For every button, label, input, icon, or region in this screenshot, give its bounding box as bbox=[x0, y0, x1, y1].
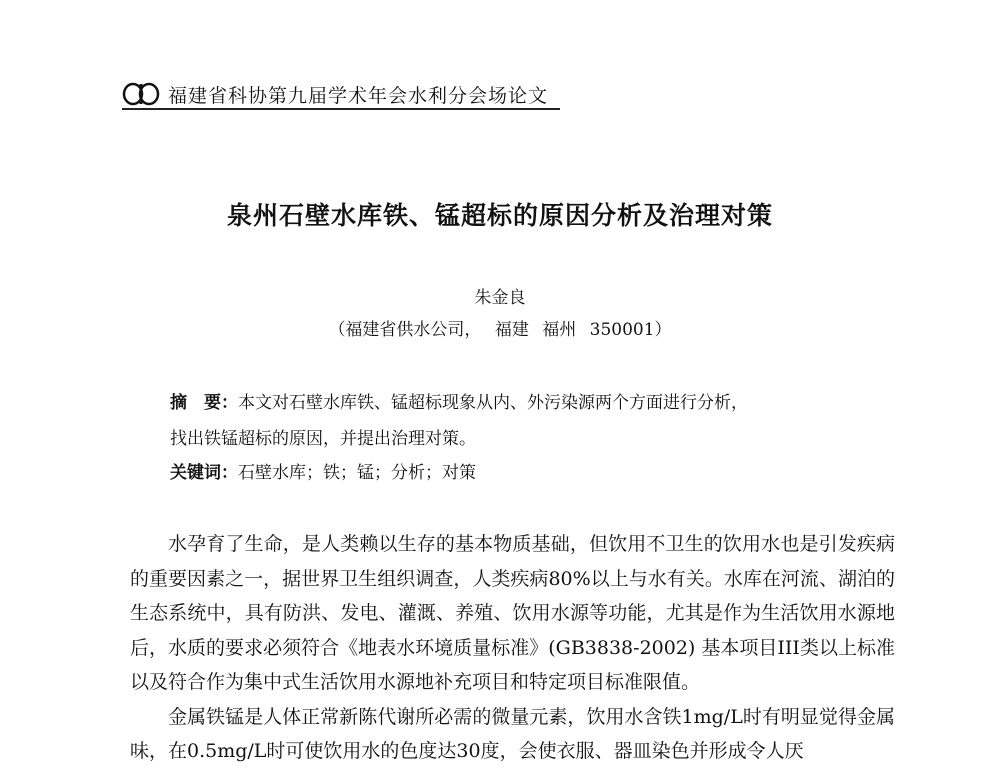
abstract-text: 本文对石壁水库铁、锰超标现象从内、外污染源两个方面进行分析， bbox=[238, 393, 748, 413]
paragraph: 金属铁锰是人体正常新陈代谢所必需的微量元素，饮用水含铁1mg/L时有明显觉得金属味，在0.5mg/L时可使饮用水的色度达30度，会使衣服、器皿染色并形成令人厌 bbox=[130, 705, 895, 762]
abstract-label: 摘 要： bbox=[170, 393, 238, 413]
page-title: 泉州石壁水库铁、锰超标的原因分析及治理对策 bbox=[226, 201, 773, 230]
paragraph: 水孕育了生命，是人类赖以生存的基本物质基础，但饮用不卫生的饮用水也是引发疾病的重要因素之一，据世界卫生组织调查，人类疾病80%以上与水有关。水库在河流、湖泊的生态系统中，具有防洪、发电、灌溉、养殖、饮用水源等功能，尤其是作为生活饮用水源地后，水质的要求必须符合《地表水环境质量标准》(GB3838-2002) 基本项目III类以上标准以及符合作为集中式生活饮用水源地补充项目和特定项目标准限值。 bbox=[130, 533, 895, 693]
conference-header bbox=[122, 80, 560, 110]
author: 朱金良 bbox=[474, 288, 526, 308]
header-text: 福建省科协第九届学术年会水利分会场论文 bbox=[168, 84, 549, 107]
abstract-line-1 bbox=[170, 388, 748, 413]
keywords bbox=[170, 458, 476, 483]
conference-logo-icon bbox=[122, 82, 160, 106]
keywords-text: 石壁水库；铁；锰；分析；对策 bbox=[238, 463, 476, 483]
affiliation: （福建省供水公司， 福建 福州 350001） bbox=[328, 320, 672, 340]
body-text bbox=[130, 527, 895, 769]
abstract-line-2: 找出铁锰超标的原因，并提出治理对策。 bbox=[170, 429, 476, 449]
keywords-label: 关键词： bbox=[170, 463, 238, 483]
